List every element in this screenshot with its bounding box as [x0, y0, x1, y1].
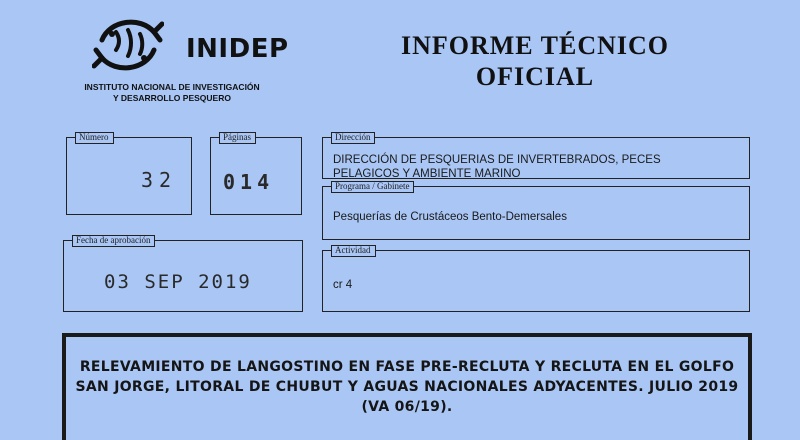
- programa-gabinete-value: Pesquerías de Crustáceos Bento-Demersales: [333, 211, 567, 223]
- report-title-line2: SAN JORGE, LITORAL DE CHUBUT Y AGUAS NACIONALES ADYACENTES. JULIO 2019: [75, 379, 739, 395]
- org-full-name-line1: INSTITUTO NACIONAL DE INVESTIGACIÓN: [84, 82, 260, 92]
- actividad-label: Actividad: [331, 245, 376, 257]
- paginas-field: [210, 132, 302, 215]
- direccion-value-line2: PELAGICOS Y AMBIENTE MARINO: [333, 168, 521, 180]
- report-title-line3: (VA 06/19).: [361, 399, 453, 415]
- fecha-aprobacion-value: 03 SEP 2019: [104, 271, 252, 293]
- org-full-name-line2: Y DESARROLLO PESQUERO: [113, 93, 231, 103]
- direccion-field: [322, 132, 750, 180]
- org-name: INIDEP: [186, 34, 289, 64]
- numero-label: Número: [75, 132, 114, 144]
- programa-gabinete-label: Programa / Gabinete: [331, 181, 414, 193]
- fecha-aprobacion-field: [63, 235, 303, 312]
- actividad-value: cr 4: [333, 279, 353, 291]
- numero-field: [66, 132, 192, 215]
- direccion-label: Dirección: [331, 132, 375, 144]
- paginas-label: Páginas: [219, 132, 256, 144]
- report-title-line1: RELEVAMIENTO DE LANGOSTINO EN FASE PRE-RECLUTA Y RECLUTA EN EL GOLFO: [79, 359, 735, 375]
- inidep-fish-logo-icon: [92, 10, 164, 80]
- programa-gabinete-field: [322, 181, 750, 240]
- numero-value: 32: [141, 168, 178, 192]
- direccion-value-line1: DIRECCIÓN DE PESQUERIAS DE INVERTEBRADOS, PECES: [333, 154, 661, 166]
- paginas-value: 014: [223, 170, 275, 194]
- document-title-line1: INFORME TÉCNICO: [400, 31, 670, 60]
- fecha-aprobacion-label: Fecha de aprobación: [72, 235, 155, 247]
- actividad-field: [322, 245, 750, 312]
- document-title-line2: OFICIAL: [475, 62, 595, 91]
